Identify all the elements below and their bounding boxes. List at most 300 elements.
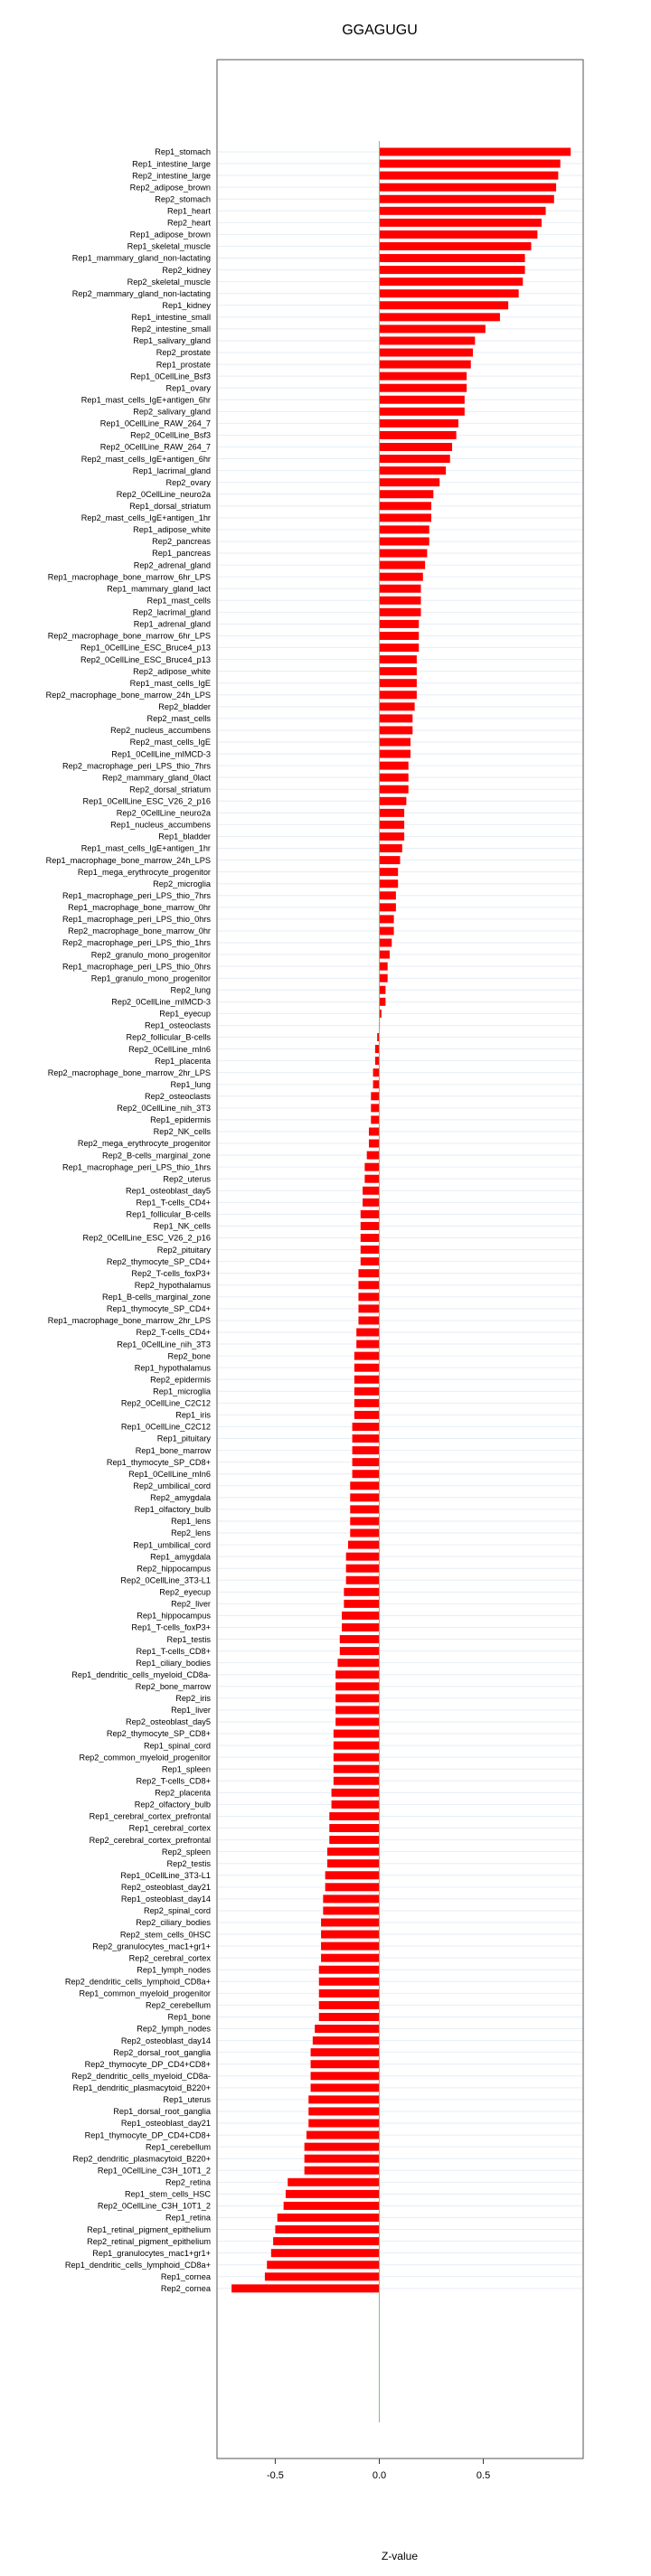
bars-layer xyxy=(231,148,571,2293)
category-label: Rep1_thymocyte_SP_CD4+ xyxy=(106,1304,211,1314)
category-label: Rep2_adipose_brown xyxy=(129,183,211,193)
category-label: Rep2_dendritic_cells_myeloid_CD8a- xyxy=(71,2071,211,2081)
bar-Rep2_salivary_gland xyxy=(379,408,464,416)
category-label: Rep1_lacrimal_gland xyxy=(132,465,211,475)
bar-Rep1_0CellLine_Bsf3 xyxy=(379,372,467,381)
category-labels xyxy=(46,147,212,2293)
bar-Rep1_adipose_brown xyxy=(379,230,537,239)
category-label: Rep2_osteoblast_day14 xyxy=(120,2035,211,2045)
bar-Rep1_heart xyxy=(379,207,545,215)
bar-Rep1_0CellLine_C2C12 xyxy=(353,1423,380,1431)
bar-Rep1_granulocytes_mac1+gr1+ xyxy=(271,2249,380,2257)
bar-Rep1_retina xyxy=(278,2214,380,2222)
bar-Rep2_cerebellum xyxy=(319,2001,380,2009)
bar-Rep2_0CellLine_neuro2a xyxy=(379,490,433,498)
bar-Rep1_hypothalamus xyxy=(354,1364,380,1372)
category-label: Rep1_cornea xyxy=(160,2272,211,2281)
category-label: Rep2_intestine_large xyxy=(132,171,211,181)
bar-Rep1_pancreas xyxy=(379,550,427,558)
category-label: Rep2_0CellLine_mIn6 xyxy=(128,1044,211,1054)
bar-Rep2_mammary_gland_0lact xyxy=(379,774,408,782)
bar-Rep2_0CellLine_ESC_V26_2_p16 xyxy=(361,1234,380,1242)
category-label: Rep2_dendritic_plasmacytoid_B220+ xyxy=(72,2154,211,2164)
category-label: Rep2_0CellLine_neuro2a xyxy=(116,808,211,818)
category-label: Rep1_lymph_nodes xyxy=(137,1965,211,1975)
category-label: Rep2_cerebral_cortex_prefrontal xyxy=(89,1835,211,1845)
category-label: Rep2_0CellLine_Bsf3 xyxy=(130,430,211,440)
category-label: Rep1_mammary_gland_lact xyxy=(107,584,211,594)
bar-Rep1_0CellLine_RAW_264_7 xyxy=(379,419,458,428)
category-label: Rep1_granulocytes_mac1+gr1+ xyxy=(92,2248,211,2258)
category-label: Rep2_retinal_pigment_epithelium xyxy=(87,2236,211,2246)
category-label: Rep2_olfactory_bulb xyxy=(134,1800,211,1810)
bar-Rep2_iris xyxy=(335,1694,379,1702)
category-label: Rep2_macrophage_bone_marrow_0hr xyxy=(68,926,211,936)
category-label: Rep1_skeletal_muscle xyxy=(127,241,211,251)
bar-Rep1_olfactory_bulb xyxy=(350,1505,379,1513)
category-label: Rep2_mast_cells_IgE+antigen_1hr xyxy=(80,513,211,523)
category-label: Rep1_adipose_brown xyxy=(129,230,211,240)
category-label: Rep2_ciliary_bodies xyxy=(136,1918,211,1928)
x-axis-ticks xyxy=(267,2458,490,2481)
category-label: Rep2_thymocyte_SP_CD8+ xyxy=(106,1729,211,1739)
bar-Rep2_spinal_cord xyxy=(323,1906,379,1914)
category-label: Rep2_spleen xyxy=(161,1847,211,1857)
bar-Rep1_spinal_cord xyxy=(334,1742,380,1750)
category-label: Rep2_NK_cells xyxy=(153,1127,211,1137)
x-tick-label: 0.5 xyxy=(476,2470,491,2481)
bar-Rep2_retina xyxy=(288,2178,379,2186)
bar-Rep1_testis xyxy=(340,1635,380,1643)
category-label: Rep1_thymocyte_DP_CD4+CD8+ xyxy=(84,2130,211,2140)
category-label: Rep1_mammary_gland_non-lactating xyxy=(71,253,211,263)
category-label: Rep2_bone_marrow xyxy=(135,1682,211,1691)
category-label: Rep2_mast_cells_IgE+antigen_6hr xyxy=(80,454,211,464)
category-label: Rep1_prostate xyxy=(156,360,211,370)
bar-Rep2_dendritic_plasmacytoid_B220+ xyxy=(305,2155,380,2163)
bar-Rep2_ovary xyxy=(379,478,439,486)
category-label: Rep2_umbilical_cord xyxy=(133,1481,211,1490)
bar-Rep2_thymocyte_SP_CD8+ xyxy=(334,1730,380,1738)
bar-Rep1_epidermis xyxy=(371,1115,379,1123)
bar-Rep1_adrenal_gland xyxy=(379,620,419,628)
category-label: Rep1_microglia xyxy=(153,1387,211,1396)
bar-Rep2_skeletal_muscle xyxy=(379,277,523,286)
bar-Rep2_0CellLine_C3H_10T1_2 xyxy=(284,2202,380,2210)
bar-Rep2_umbilical_cord xyxy=(350,1481,379,1490)
bar-Rep2_mast_cells xyxy=(379,714,412,722)
bar-Rep2_dorsal_striatum xyxy=(379,785,408,794)
category-label: Rep1_pancreas xyxy=(152,549,211,559)
bar-Rep2_B-cells_marginal_zone xyxy=(367,1152,380,1160)
category-label: Rep1_dendritic_cells_myeloid_CD8a- xyxy=(71,1669,211,1679)
category-label: Rep1_B-cells_marginal_zone xyxy=(101,1293,211,1302)
category-label: Rep1_macrophage_peri_LPS_thio_0hrs xyxy=(62,962,211,972)
category-label: Rep2_stem_cells_0HSC xyxy=(119,1930,211,1940)
category-label: Rep2_dendritic_cells_lymphoid_CD8a+ xyxy=(64,1977,211,1987)
category-label: Rep1_dorsal_root_ganglia xyxy=(113,2107,211,2117)
bar-Rep1_common_myeloid_progenitor xyxy=(319,1989,380,1998)
category-label: Rep2_heart xyxy=(166,218,211,228)
category-label: Rep1_adrenal_gland xyxy=(133,619,211,629)
bar-Rep2_placenta xyxy=(332,1789,380,1797)
category-label: Rep1_common_myeloid_progenitor xyxy=(79,1988,211,1998)
category-label: Rep2_mammary_gland_non-lactating xyxy=(71,288,211,298)
category-label: Rep1_cerebellum xyxy=(145,2142,211,2152)
bar-Rep1_umbilical_cord xyxy=(348,1541,380,1549)
category-label: Rep2_lung xyxy=(170,985,211,995)
bar-Rep1_NK_cells xyxy=(361,1222,380,1230)
category-label: Rep1_epidermis xyxy=(150,1115,211,1125)
category-label: Rep1_hippocampus xyxy=(137,1611,211,1621)
bar-Rep1_bladder xyxy=(379,832,404,841)
category-label: Rep2_lymph_nodes xyxy=(137,2024,211,2034)
bar-Rep1_lens xyxy=(350,1517,379,1525)
bar-Rep1_osteoblast_day14 xyxy=(323,1894,379,1903)
category-label: Rep1_mega_erythrocyte_progenitor xyxy=(77,867,211,877)
bar-Rep1_dorsal_root_ganglia xyxy=(308,2107,379,2115)
category-label: Rep2_macrophage_peri_LPS_thio_1hrs xyxy=(62,938,211,948)
category-label: Rep1_granulo_mono_progenitor xyxy=(90,973,211,983)
bar-Rep2_dendritic_cells_myeloid_CD8a- xyxy=(311,2072,380,2080)
bar-Rep2_spleen xyxy=(327,1847,380,1856)
category-label: Rep2_pituitary xyxy=(156,1245,211,1255)
category-label: Rep1_osteoblast_day5 xyxy=(126,1186,211,1196)
bar-Rep1_intestine_large xyxy=(379,160,560,168)
x-tick-label: 0.0 xyxy=(372,2470,387,2481)
category-label: Rep2_mast_cells xyxy=(146,714,211,724)
category-label: Rep1_iris xyxy=(175,1410,211,1420)
bar-Rep1_macrophage_peri_LPS_thio_1hrs xyxy=(364,1163,379,1171)
bar-Rep1_retinal_pigment_epithelium xyxy=(275,2225,379,2233)
bar-Rep2_dorsal_root_ganglia xyxy=(311,2048,380,2056)
category-label: Rep1_retina xyxy=(165,2213,211,2223)
category-label: Rep2_cerebral_cortex xyxy=(128,1953,211,1963)
bar-Rep2_pituitary xyxy=(361,1246,380,1254)
category-label: Rep1_osteoclasts xyxy=(144,1020,211,1030)
category-label: Rep2_mammary_gland_0lact xyxy=(101,773,211,783)
category-label: Rep1_cerebral_cortex_prefrontal xyxy=(89,1811,211,1821)
bar-Rep1_mast_cells_IgE+antigen_1hr xyxy=(379,844,401,852)
category-label: Rep1_spinal_cord xyxy=(143,1741,211,1751)
bar-Rep1_lung xyxy=(373,1080,380,1088)
bar-Rep2_hippocampus xyxy=(346,1565,380,1573)
category-label: Rep2_common_myeloid_progenitor xyxy=(79,1753,211,1763)
bar-Rep1_cerebral_cortex xyxy=(329,1824,379,1832)
category-label: Rep1_umbilical_cord xyxy=(133,1540,211,1550)
bar-Rep1_ovary xyxy=(379,384,467,392)
bar-Rep1_macrophage_bone_marrow_0hr xyxy=(379,903,395,911)
bar-Rep1_kidney xyxy=(379,301,508,309)
bar-Rep2_NK_cells xyxy=(369,1127,380,1135)
category-label: Rep1_ciliary_bodies xyxy=(136,1658,211,1668)
bar-Rep2_cornea xyxy=(231,2284,379,2292)
category-label: Rep1_spleen xyxy=(161,1764,211,1774)
bar-Rep2_retinal_pigment_epithelium xyxy=(273,2237,379,2245)
category-label: Rep1_osteoblast_day14 xyxy=(120,1894,211,1904)
bar-Rep2_eyecup xyxy=(344,1588,379,1596)
bar-Rep1_liver xyxy=(335,1706,379,1714)
category-label: Rep2_hypothalamus xyxy=(134,1280,211,1290)
category-label: Rep2_spinal_cord xyxy=(143,1906,211,1916)
category-label: Rep2_cerebellum xyxy=(145,2000,211,2010)
category-label: Rep2_dorsal_root_ganglia xyxy=(113,2047,211,2057)
category-label: Rep2_stomach xyxy=(155,194,211,204)
category-label: Rep2_retina xyxy=(165,2177,211,2187)
bar-Rep2_0CellLine_RAW_264_7 xyxy=(379,443,452,451)
bar-Rep2_bone xyxy=(354,1352,380,1360)
category-label: Rep1_bone_marrow xyxy=(135,1445,211,1455)
bar-Rep1_bone xyxy=(319,2013,380,2021)
category-label: Rep2_liver xyxy=(171,1599,211,1609)
bar-Rep1_stem_cells_HSC xyxy=(286,2190,380,2198)
bar-Rep2_0CellLine_mIMCD-3 xyxy=(379,998,385,1006)
bar-Rep2_0CellLine_mIn6 xyxy=(375,1045,380,1053)
bar-Rep1_prostate xyxy=(379,361,470,369)
category-label: Rep2_T-cells_CD4+ xyxy=(136,1328,211,1338)
category-label: Rep1_placenta xyxy=(155,1056,211,1066)
bar-Rep1_nucleus_accumbens xyxy=(379,821,404,829)
bar-Rep2_microglia xyxy=(379,879,398,888)
bar-Rep1_mammary_gland_lact xyxy=(379,585,420,593)
bar-Rep2_0CellLine_3T3-L1 xyxy=(346,1576,380,1584)
bar-Rep2_common_myeloid_progenitor xyxy=(334,1753,380,1762)
category-label: Rep2_0CellLine_C2C12 xyxy=(120,1398,211,1408)
category-label: Rep1_intestine_small xyxy=(131,313,211,323)
bar-Rep2_T-cells_CD4+ xyxy=(356,1329,379,1337)
bar-Rep2_intestine_large xyxy=(379,172,558,180)
bar-Rep1_mammary_gland_non-lactating xyxy=(379,254,524,262)
category-label: Rep2_0CellLine_C3H_10T1_2 xyxy=(97,2201,211,2211)
category-label: Rep1_macrophage_peri_LPS_thio_7hrs xyxy=(62,890,211,900)
category-label: Rep2_follicular_B-cells xyxy=(126,1032,211,1042)
category-label: Rep1_macrophage_bone_marrow_6hr_LPS xyxy=(47,572,211,582)
bar-Rep2_adipose_white xyxy=(379,667,416,675)
category-label: Rep2_macrophage_bone_marrow_24h_LPS xyxy=(45,690,211,700)
bar-Rep1_dendritic_cells_myeloid_CD8a- xyxy=(335,1670,379,1678)
category-label: Rep1_T-cells_CD8+ xyxy=(136,1646,211,1656)
category-label: Rep1_0CellLine_nih_3T3 xyxy=(117,1340,211,1349)
bar-Rep1_macrophage_peri_LPS_thio_0hrs xyxy=(379,963,387,971)
bar-Rep2_lens xyxy=(350,1529,379,1537)
bar-Rep1_mega_erythrocyte_progenitor xyxy=(379,868,398,876)
bar-Rep1_0CellLine_mIn6 xyxy=(353,1470,380,1478)
bar-Rep1_thymocyte_SP_CD4+ xyxy=(358,1304,379,1312)
bar-Rep1_cornea xyxy=(265,2272,380,2280)
bar-Rep2_bladder xyxy=(379,702,414,710)
category-label: Rep2_intestine_small xyxy=(131,324,211,334)
category-label: Rep2_T-cells_CD8+ xyxy=(136,1776,211,1786)
category-label: Rep2_iris xyxy=(175,1694,211,1704)
category-label: Rep1_bone xyxy=(167,2012,211,2022)
bar-Rep2_intestine_small xyxy=(379,324,485,333)
category-label: Rep1_pituitary xyxy=(156,1434,211,1443)
bar-Rep1_macrophage_bone_marrow_6hr_LPS xyxy=(379,573,422,581)
bar-Rep1_dendritic_cells_lymphoid_CD8a+ xyxy=(267,2261,379,2269)
category-label: Rep2_cornea xyxy=(160,2284,211,2294)
bar-Rep1_0CellLine_ESC_V26_2_p16 xyxy=(379,797,406,805)
bar-Rep2_bone_marrow xyxy=(335,1682,379,1690)
category-label: Rep2_0CellLine_3T3-L1 xyxy=(120,1575,211,1585)
bar-Rep2_amygdala xyxy=(350,1493,379,1501)
bar-Rep1_macrophage_bone_marrow_24h_LPS xyxy=(379,856,400,864)
bar-Rep2_macrophage_bone_marrow_2hr_LPS xyxy=(373,1068,380,1076)
category-label: Rep2_0CellLine_neuro2a xyxy=(116,489,211,499)
bar-Rep2_dendritic_cells_lymphoid_CD8a+ xyxy=(319,1978,380,1986)
bar-Rep1_thymocyte_SP_CD8+ xyxy=(353,1458,380,1466)
bar-Rep2_lymph_nodes xyxy=(315,2025,379,2033)
bar-Rep2_adipose_brown xyxy=(379,183,556,192)
category-label: Rep2_osteoclasts xyxy=(144,1092,211,1101)
category-label: Rep2_lacrimal_gland xyxy=(132,607,211,617)
bar-Rep2_0CellLine_ESC_Bruce4_p13 xyxy=(379,655,416,663)
category-label: Rep2_granulocytes_mac1+gr1+ xyxy=(92,1941,211,1951)
category-label: Rep1_stomach xyxy=(155,147,211,157)
bar-Rep1_T-cells_foxP3+ xyxy=(342,1623,379,1631)
category-label: Rep2_skeletal_muscle xyxy=(127,277,211,287)
bar-Rep2_0CellLine_neuro2a xyxy=(379,809,404,817)
bar-Rep1_dendritic_plasmacytoid_B220+ xyxy=(311,2083,380,2092)
category-label: Rep1_mast_cells xyxy=(146,596,211,606)
bar-Rep1_macrophage_bone_marrow_2hr_LPS xyxy=(358,1316,379,1324)
bar-Rep2_mast_cells_IgE xyxy=(379,738,410,747)
category-label: Rep1_dendritic_cells_lymphoid_CD8a+ xyxy=(64,2260,211,2270)
category-label: Rep2_thymocyte_SP_CD4+ xyxy=(106,1256,211,1266)
bar-Rep2_mast_cells_IgE+antigen_6hr xyxy=(379,455,449,463)
category-label: Rep1_adipose_white xyxy=(133,525,211,535)
category-label: Rep2_granulo_mono_progenitor xyxy=(90,950,211,960)
category-label: Rep1_T-cells_CD4+ xyxy=(136,1198,211,1208)
category-label: Rep2_macrophage_peri_LPS_thio_7hrs xyxy=(62,761,211,771)
bar-Rep1_microglia xyxy=(354,1387,380,1396)
category-label: Rep2_osteoblast_day21 xyxy=(120,1883,211,1893)
bar-Rep2_nucleus_accumbens xyxy=(379,726,412,734)
bar-Rep1_intestine_small xyxy=(379,313,499,321)
category-label: Rep1_macrophage_peri_LPS_thio_0hrs xyxy=(62,915,211,925)
bar-Rep1_pituitary xyxy=(353,1434,380,1443)
category-label: Rep1_macrophage_bone_marrow_0hr xyxy=(68,903,211,913)
category-label: Rep1_0CellLine_mIn6 xyxy=(128,1469,211,1479)
category-label: Rep1_amygdala xyxy=(150,1552,211,1562)
category-label: Rep1_0CellLine_Bsf3 xyxy=(130,371,211,381)
category-label: Rep1_T-cells_foxP3+ xyxy=(131,1622,211,1632)
category-label: Rep2_bladder xyxy=(158,702,211,712)
category-label: Rep1_intestine_large xyxy=(132,159,211,169)
category-label: Rep1_cerebral_cortex xyxy=(128,1823,211,1833)
bar-Rep1_0CellLine_3T3-L1 xyxy=(326,1871,380,1879)
category-label: Rep1_kidney xyxy=(162,300,211,310)
bar-Rep2_stomach xyxy=(379,195,553,203)
category-label: Rep2_ovary xyxy=(165,477,211,487)
bar-Rep1_skeletal_muscle xyxy=(379,242,531,250)
category-label: Rep2_microglia xyxy=(153,879,211,888)
category-label: Rep2_amygdala xyxy=(150,1493,211,1503)
category-label: Rep1_follicular_B-cells xyxy=(126,1209,211,1219)
bar-Rep2_liver xyxy=(344,1600,379,1608)
category-label: Rep1_retinal_pigment_epithelium xyxy=(87,2224,211,2234)
bar-Rep2_hypothalamus xyxy=(358,1281,379,1289)
chart-title: GGAGUGU xyxy=(342,23,418,38)
bar-Rep2_stem_cells_0HSC xyxy=(321,1931,379,1939)
category-label: Rep1_lung xyxy=(170,1079,211,1089)
bar-Rep1_B-cells_marginal_zone xyxy=(358,1293,379,1301)
bar-Rep1_hippocampus xyxy=(342,1612,379,1620)
bar-Rep1_dorsal_striatum xyxy=(379,502,431,510)
category-label: Rep2_adipose_white xyxy=(133,666,211,676)
bar-Rep2_granulo_mono_progenitor xyxy=(379,951,390,959)
bar-Rep1_bone_marrow xyxy=(353,1446,380,1454)
bar-Rep2_lacrimal_gland xyxy=(379,608,420,616)
bar-Rep1_lacrimal_gland xyxy=(379,466,446,475)
bar-Rep1_0CellLine_nih_3T3 xyxy=(356,1340,379,1349)
category-label: Rep2_mast_cells_IgE xyxy=(129,738,211,747)
category-label: Rep2_testis xyxy=(166,1858,211,1868)
bar-Rep2_mammary_gland_non-lactating xyxy=(379,289,518,297)
bar-Rep2_cerebral_cortex xyxy=(321,1954,379,1962)
category-label: Rep1_ovary xyxy=(165,383,211,393)
bar-Rep1_cerebellum xyxy=(305,2143,380,2151)
bar-Rep1_spleen xyxy=(334,1765,380,1773)
category-label: Rep2_osteoblast_day5 xyxy=(126,1717,211,1727)
bar-Rep2_T-cells_foxP3+ xyxy=(358,1269,379,1277)
bar-Rep1_follicular_B-cells xyxy=(361,1210,380,1218)
bar-Rep2_pancreas xyxy=(379,537,429,545)
bar-Rep1_placenta xyxy=(375,1057,380,1065)
bar-Rep1_osteoblast_day21 xyxy=(308,2120,379,2128)
category-label: Rep2_lens xyxy=(171,1528,211,1538)
bar-Rep2_granulocytes_mac1+gr1+ xyxy=(321,1942,379,1951)
category-label: Rep2_placenta xyxy=(155,1788,211,1798)
category-label: Rep1_eyecup xyxy=(159,1009,211,1019)
category-label: Rep1_hypothalamus xyxy=(134,1363,211,1373)
category-label: Rep2_kidney xyxy=(162,265,211,275)
bar-Rep1_uterus xyxy=(308,2095,379,2103)
bar-Rep2_osteoblast_day21 xyxy=(326,1883,380,1891)
category-label: Rep2_dorsal_striatum xyxy=(129,785,211,794)
bar-Rep2_heart xyxy=(379,219,541,227)
category-label: Rep2_B-cells_marginal_zone xyxy=(101,1151,211,1161)
category-label: Rep2_epidermis xyxy=(150,1375,211,1385)
category-label: Rep1_stem_cells_HSC xyxy=(125,2189,211,2199)
bar-Rep1_0CellLine_C3H_10T1_2 xyxy=(305,2167,380,2175)
bar-Rep2_uterus xyxy=(364,1175,379,1183)
bar-Rep1_amygdala xyxy=(346,1553,380,1561)
bar-Rep2_macrophage_bone_marrow_24h_LPS xyxy=(379,691,416,699)
category-label: Rep1_dendritic_plasmacytoid_B220+ xyxy=(72,2083,211,2093)
category-label: Rep1_NK_cells xyxy=(153,1221,211,1231)
category-label: Rep2_0CellLine_RAW_264_7 xyxy=(99,442,211,452)
category-label: Rep2_pancreas xyxy=(152,537,211,547)
category-label: Rep1_heart xyxy=(166,206,211,216)
category-label: Rep2_T-cells_foxP3+ xyxy=(131,1268,211,1278)
category-label: Rep1_dorsal_striatum xyxy=(129,502,211,511)
category-label: Rep2_macrophage_bone_marrow_2hr_LPS xyxy=(47,1067,211,1077)
bar-Rep2_0CellLine_C2C12 xyxy=(354,1399,380,1407)
category-label: Rep2_0CellLine_ESC_Bruce4_p13 xyxy=(80,654,211,664)
category-label: Rep1_mast_cells_IgE+antigen_1hr xyxy=(80,843,211,853)
bar-Rep2_cerebral_cortex_prefrontal xyxy=(329,1836,379,1844)
bar-Rep2_prostate xyxy=(379,349,473,357)
category-label: Rep2_0CellLine_nih_3T3 xyxy=(117,1104,211,1114)
bar-Rep1_mast_cells_IgE xyxy=(379,679,416,687)
category-label: Rep1_0CellLine_RAW_264_7 xyxy=(99,418,211,428)
bar-Rep2_lung xyxy=(379,986,385,994)
category-label: Rep2_salivary_gland xyxy=(133,407,211,417)
bar-Rep1_ciliary_bodies xyxy=(337,1659,379,1667)
bar-Rep1_T-cells_CD8+ xyxy=(340,1647,380,1655)
category-label: Rep2_eyecup xyxy=(159,1587,211,1597)
bar-Rep2_osteoblast_day5 xyxy=(335,1717,379,1725)
